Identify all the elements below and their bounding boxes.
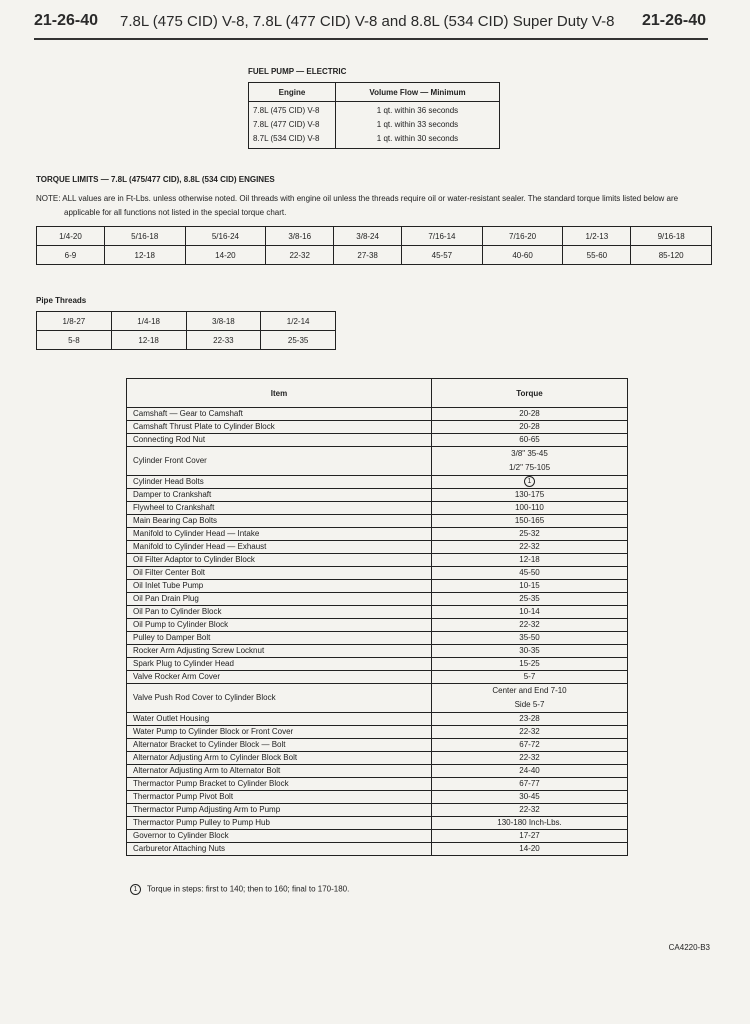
fuel-pump-engine: 8.7L (534 CID) V-8 bbox=[253, 134, 320, 143]
item-cell: Manifold to Cylinder Head — Intake bbox=[127, 528, 432, 541]
footnote-mark-icon: 1 bbox=[130, 884, 141, 895]
item-cell: Damper to Crankshaft bbox=[127, 489, 432, 502]
thread-torque-cell: 85-120 bbox=[631, 246, 712, 265]
thread-size-cell: 5/16-18 bbox=[104, 227, 185, 246]
table-row bbox=[127, 567, 628, 580]
item-cell: Spark Plug to Cylinder Head bbox=[127, 658, 432, 671]
fuel-pump-engine-list bbox=[249, 102, 336, 149]
torque-cell: 20-28 bbox=[432, 408, 628, 421]
table-row bbox=[127, 408, 628, 421]
thread-torque-cell: 6-9 bbox=[37, 246, 105, 265]
table-row bbox=[127, 817, 628, 830]
torque-cell: 24-40 bbox=[432, 765, 628, 778]
table-row bbox=[127, 632, 628, 645]
torque-cell: 10-15 bbox=[432, 580, 628, 593]
table-row bbox=[127, 843, 628, 856]
pipe-size-cell: 1/2-14 bbox=[261, 312, 336, 331]
item-cell: Water Outlet Housing bbox=[127, 713, 432, 726]
torque-cell bbox=[432, 684, 628, 713]
thread-torque-cell: 45-57 bbox=[402, 246, 483, 265]
table-row bbox=[127, 713, 628, 726]
torque-cell: 67-77 bbox=[432, 778, 628, 791]
torque-cell: 25-35 bbox=[432, 593, 628, 606]
item-cell: Thermactor Pump Pivot Bolt bbox=[127, 791, 432, 804]
item-cell: Oil Pump to Cylinder Block bbox=[127, 619, 432, 632]
standard-torque-table bbox=[36, 226, 712, 265]
thread-size-cell: 3/8-16 bbox=[266, 227, 334, 246]
table-row bbox=[127, 502, 628, 515]
thread-size-cell: 7/16-20 bbox=[482, 227, 563, 246]
item-cell: Main Bearing Cap Bolts bbox=[127, 515, 432, 528]
item-cell: Flywheel to Crankshaft bbox=[127, 502, 432, 515]
item-cell: Cylinder Front Cover bbox=[127, 447, 432, 476]
table-row bbox=[127, 739, 628, 752]
table-row bbox=[127, 778, 628, 791]
table-row bbox=[127, 421, 628, 434]
torque-cell bbox=[432, 476, 628, 489]
thread-size-cell: 7/16-14 bbox=[402, 227, 483, 246]
item-cell: Thermactor Pump Bracket to Cylinder Block bbox=[127, 778, 432, 791]
thread-torque-cell: 12-18 bbox=[104, 246, 185, 265]
torque-value: 3/8" 35-45 bbox=[511, 449, 548, 458]
torque-cell: 45-50 bbox=[432, 567, 628, 580]
special-torque-table bbox=[126, 378, 628, 856]
pipe-size-cell: 3/8-18 bbox=[186, 312, 261, 331]
special-torque-col-item: Item bbox=[127, 379, 432, 408]
item-cell: Manifold to Cylinder Head — Exhaust bbox=[127, 541, 432, 554]
table-row bbox=[127, 447, 628, 476]
torque-cell: 25-32 bbox=[432, 528, 628, 541]
torque-cell: 35-50 bbox=[432, 632, 628, 645]
thread-torque-cell: 22-32 bbox=[266, 246, 334, 265]
torque-cell: 20-28 bbox=[432, 421, 628, 434]
table-row bbox=[127, 791, 628, 804]
torque-cell: 30-35 bbox=[432, 645, 628, 658]
thread-torque-cell: 14-20 bbox=[185, 246, 266, 265]
fuel-pump-volume: 1 qt. within 33 seconds bbox=[376, 120, 459, 129]
pipe-torque-cell: 25-35 bbox=[261, 331, 336, 350]
thread-torque-row bbox=[37, 246, 712, 265]
pipe-threads-title: Pipe Threads bbox=[36, 296, 87, 305]
torque-cell: 12-18 bbox=[432, 554, 628, 567]
fuel-pump-col-engine: Engine bbox=[249, 83, 336, 102]
torque-value: Side 5-7 bbox=[514, 700, 545, 709]
special-torque-body bbox=[127, 408, 628, 856]
torque-cell: 22-32 bbox=[432, 619, 628, 632]
footnote-text: Torque in steps: first to 140; then to 160; final to 170-180. bbox=[147, 884, 350, 894]
torque-note-line-1: NOTE: ALL values are in Ft-Lbs. unless otherwise noted. Oil threads with engine oil unless the threads require oil or water-resistant sealer. The standard torque limits listed below are bbox=[36, 194, 679, 203]
item-cell: Valve Rocker Arm Cover bbox=[127, 671, 432, 684]
item-cell: Connecting Rod Nut bbox=[127, 434, 432, 447]
torque-cell: 100-110 bbox=[432, 502, 628, 515]
thread-torque-cell: 55-60 bbox=[563, 246, 631, 265]
footnote-ref-icon: 1 bbox=[524, 476, 535, 487]
table-row bbox=[127, 489, 628, 502]
table-row bbox=[127, 541, 628, 554]
footnote bbox=[130, 884, 349, 895]
page-number-right: 21-26-40 bbox=[641, 12, 706, 29]
thread-size-cell: 3/8-24 bbox=[334, 227, 402, 246]
item-cell: Rocker Arm Adjusting Screw Locknut bbox=[127, 645, 432, 658]
torque-cell: 22-32 bbox=[432, 804, 628, 817]
item-cell: Oil Pan to Cylinder Block bbox=[127, 606, 432, 619]
thread-size-cell: 5/16-24 bbox=[185, 227, 266, 246]
table-row bbox=[127, 804, 628, 817]
pipe-torque-cell: 5-8 bbox=[37, 331, 112, 350]
thread-size-cell: 1/2-13 bbox=[563, 227, 631, 246]
item-cell: Pulley to Damper Bolt bbox=[127, 632, 432, 645]
table-row bbox=[127, 726, 628, 739]
torque-cell: 22-32 bbox=[432, 541, 628, 554]
fuel-pump-engine: 7.8L (475 CID) V-8 bbox=[253, 106, 320, 115]
table-row bbox=[127, 515, 628, 528]
thread-size-cell: 1/4-20 bbox=[37, 227, 105, 246]
table-row bbox=[127, 684, 628, 713]
torque-cell: 17-27 bbox=[432, 830, 628, 843]
torque-cell: 23-28 bbox=[432, 713, 628, 726]
thread-size-row bbox=[37, 227, 712, 246]
item-cell: Thermactor Pump Adjusting Arm to Pump bbox=[127, 804, 432, 817]
item-cell: Oil Filter Center Bolt bbox=[127, 567, 432, 580]
fuel-pump-col-volume: Volume Flow — Minimum bbox=[336, 83, 500, 102]
table-row bbox=[127, 830, 628, 843]
torque-value: Center and End 7-10 bbox=[492, 686, 567, 695]
torque-limits-title: TORQUE LIMITS — 7.8L (475/477 CID), 8.8L (534 CID) ENGINES bbox=[36, 175, 275, 184]
item-cell: Valve Push Rod Cover to Cylinder Block bbox=[127, 684, 432, 713]
item-cell: Oil Inlet Tube Pump bbox=[127, 580, 432, 593]
fuel-pump-volume: 1 qt. within 36 seconds bbox=[376, 106, 459, 115]
torque-cell: 22-32 bbox=[432, 752, 628, 765]
pipe-torque-cell: 22-33 bbox=[186, 331, 261, 350]
fuel-pump-table bbox=[248, 82, 500, 149]
torque-cell: 60-65 bbox=[432, 434, 628, 447]
item-cell: Water Pump to Cylinder Block or Front Cover bbox=[127, 726, 432, 739]
item-cell: Governor to Cylinder Block bbox=[127, 830, 432, 843]
figure-code: CA4220-B3 bbox=[668, 943, 710, 952]
fuel-pump-title: FUEL PUMP — ELECTRIC bbox=[248, 67, 347, 76]
item-cell: Camshaft — Gear to Camshaft bbox=[127, 408, 432, 421]
torque-cell: 130-175 bbox=[432, 489, 628, 502]
table-row bbox=[127, 554, 628, 567]
table-row bbox=[127, 619, 628, 632]
table-row bbox=[127, 476, 628, 489]
torque-cell: 67-72 bbox=[432, 739, 628, 752]
torque-cell: 130-180 Inch-Lbs. bbox=[432, 817, 628, 830]
item-cell: Cylinder Head Bolts bbox=[127, 476, 432, 489]
table-row bbox=[127, 645, 628, 658]
pipe-torque-row bbox=[37, 331, 336, 350]
pipe-size-cell: 1/4-18 bbox=[111, 312, 186, 331]
page-number-left: 21-26-40 bbox=[34, 12, 99, 29]
torque-cell: 5-7 bbox=[432, 671, 628, 684]
pipe-size-row bbox=[37, 312, 336, 331]
thread-size-cell: 9/16-18 bbox=[631, 227, 712, 246]
table-row bbox=[127, 593, 628, 606]
item-cell: Carburetor Attaching Nuts bbox=[127, 843, 432, 856]
item-cell: Camshaft Thrust Plate to Cylinder Block bbox=[127, 421, 432, 434]
pipe-size-cell: 1/8-27 bbox=[37, 312, 112, 331]
table-row bbox=[127, 658, 628, 671]
item-cell: Oil Filter Adaptor to Cylinder Block bbox=[127, 554, 432, 567]
pipe-torque-cell: 12-18 bbox=[111, 331, 186, 350]
torque-limits-note bbox=[36, 192, 726, 220]
pipe-threads-table bbox=[36, 311, 336, 350]
thread-torque-cell: 27-38 bbox=[334, 246, 402, 265]
table-row bbox=[127, 528, 628, 541]
item-cell: Oil Pan Drain Plug bbox=[127, 593, 432, 606]
page-title: 7.8L (475 CID) V-8, 7.8L (477 CID) V-8 and 8.8L (534 CID) Super Duty V-8 bbox=[120, 13, 615, 30]
page-header bbox=[34, 12, 706, 38]
fuel-pump-volume-list bbox=[336, 102, 500, 149]
fuel-pump-volume: 1 qt. within 30 seconds bbox=[376, 134, 459, 143]
torque-cell: 14-20 bbox=[432, 843, 628, 856]
torque-cell: 22-32 bbox=[432, 726, 628, 739]
fuel-pump-engine: 7.8L (477 CID) V-8 bbox=[253, 120, 320, 129]
item-cell: Alternator Bracket to Cylinder Block — Bolt bbox=[127, 739, 432, 752]
torque-note-line-2: applicable for all functions not listed in the special torque chart. bbox=[64, 208, 287, 217]
torque-cell: 150-165 bbox=[432, 515, 628, 528]
torque-value: 1/2" 75-105 bbox=[508, 463, 551, 472]
torque-cell: 30-45 bbox=[432, 791, 628, 804]
table-row bbox=[127, 765, 628, 778]
table-row bbox=[127, 671, 628, 684]
table-row bbox=[127, 752, 628, 765]
special-torque-col-torque: Torque bbox=[432, 379, 628, 408]
header-rule bbox=[34, 38, 708, 40]
item-cell: Alternator Adjusting Arm to Alternator Bolt bbox=[127, 765, 432, 778]
table-row bbox=[127, 580, 628, 593]
item-cell: Thermactor Pump Pulley to Pump Hub bbox=[127, 817, 432, 830]
torque-cell bbox=[432, 447, 628, 476]
thread-torque-cell: 40-60 bbox=[482, 246, 563, 265]
torque-cell: 10-14 bbox=[432, 606, 628, 619]
table-row bbox=[127, 606, 628, 619]
item-cell: Alternator Adjusting Arm to Cylinder Block Bolt bbox=[127, 752, 432, 765]
torque-cell: 15-25 bbox=[432, 658, 628, 671]
table-row bbox=[127, 434, 628, 447]
